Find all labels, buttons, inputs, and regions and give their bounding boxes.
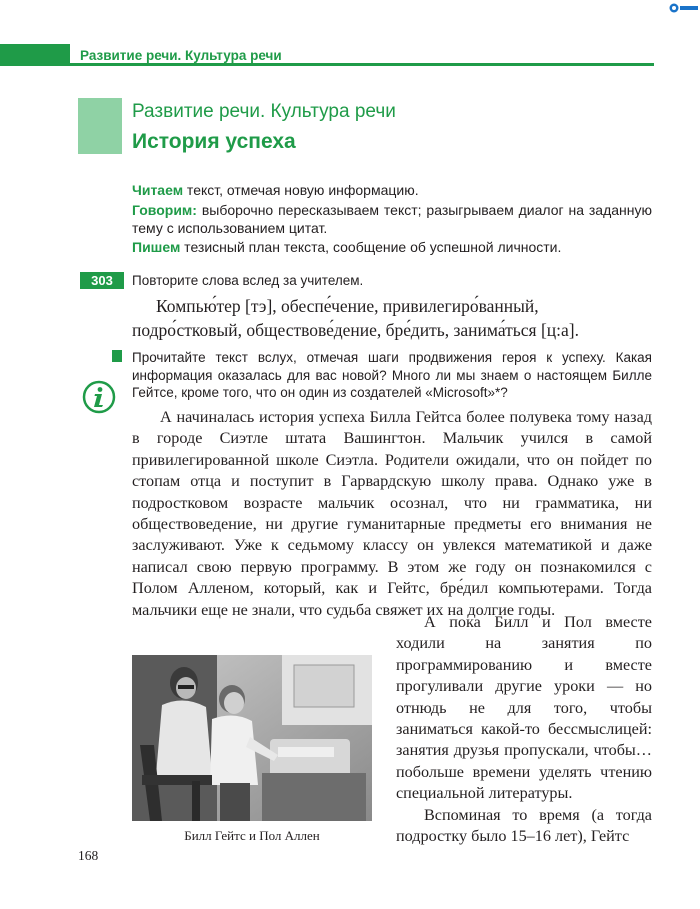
page-title: История успеха bbox=[132, 130, 296, 153]
paragraph: Вспоминая то время (а тогда подростку было 15–16 лет), Гейтс bbox=[396, 805, 652, 846]
photo-gates-allen bbox=[132, 655, 372, 821]
main-text: А начиналась история успеха Билла Гейтса более полувека тому назад в городе Сиэтле штата Вашингтон. Мальчик учился в самой привилегированной школе Сиэтла. Родители ожидали, что он пойдет по стопам отца и поступит в Гарвардскую школу права. Однако уже в подростковом возрасте мальчик осознал, что ни грамматика, ни обществоведение, ни другие гуманитарные предметы его внимания не заслуживают. Уже к седьмому классу он увлекся математикой и даже написал свою первую программу. В этом же году он познакомился с Полом Алленом, который, как и Гейтс, бре́дил компьютерами. Тогда мальчики еще не знали, что судьба свяжет их на долгие годы. bbox=[132, 408, 652, 619]
task-text: выборочно пересказываем текст; разыгрываем диалог на заданную тему с использованием цитат. bbox=[132, 202, 652, 236]
title-color-box bbox=[78, 98, 122, 154]
task-write bbox=[132, 238, 652, 256]
task-label: Читаем bbox=[132, 182, 184, 198]
task-label: Говорим: bbox=[132, 202, 197, 218]
task-read bbox=[132, 181, 652, 199]
exercise-instruction: Повторите слова вслед за учителем. bbox=[132, 273, 364, 288]
exercise-number-badge: 303 bbox=[80, 272, 124, 289]
task-marker-icon bbox=[112, 350, 122, 362]
task-text: тезисный план текста, сообщение об успешной личности. bbox=[180, 239, 562, 255]
publisher-logo-icon bbox=[669, 2, 699, 14]
header-color-block bbox=[0, 44, 70, 66]
reading-task: Прочитайте текст вслух, отмечая шаги продвижения героя к успеху. Какая информация оказалась для вас новой? Много ли мы знаем о настоящем Билле Гейтсе, кроме того, что он один из создателей «Microsoft»*? bbox=[132, 350, 652, 400]
running-head: Развитие речи. Культура речи bbox=[80, 48, 282, 63]
side-text bbox=[396, 612, 652, 847]
task-speak bbox=[132, 201, 652, 237]
section-title: Развитие речи. Культура речи bbox=[132, 101, 396, 122]
page-number: 168 bbox=[78, 848, 99, 863]
paragraph: А пока Билл и Пол вместе ходили на занятия по программированию и вместе прогуливали другие уроки — но отнюдь не для того, чтобы заниматься какой-то бессмыслицей: занятия друзья пропускали, чтобы… побольше времени уделять чтению специальной литературы. bbox=[396, 613, 652, 803]
task-text: текст, отмечая новую информацию. bbox=[183, 182, 419, 198]
task-label: Пишем bbox=[132, 239, 181, 255]
vocabulary-words: Компью́тер [тэ], обеспе́чение, привилегиро́ванный, подро́стковый, обществове́дение, бре́дить, занима́ться [ц:а]. bbox=[132, 296, 579, 340]
info-icon bbox=[82, 380, 116, 414]
header-rule bbox=[70, 63, 654, 66]
photo-caption: Билл Гейтс и Пол Аллен bbox=[184, 828, 320, 843]
